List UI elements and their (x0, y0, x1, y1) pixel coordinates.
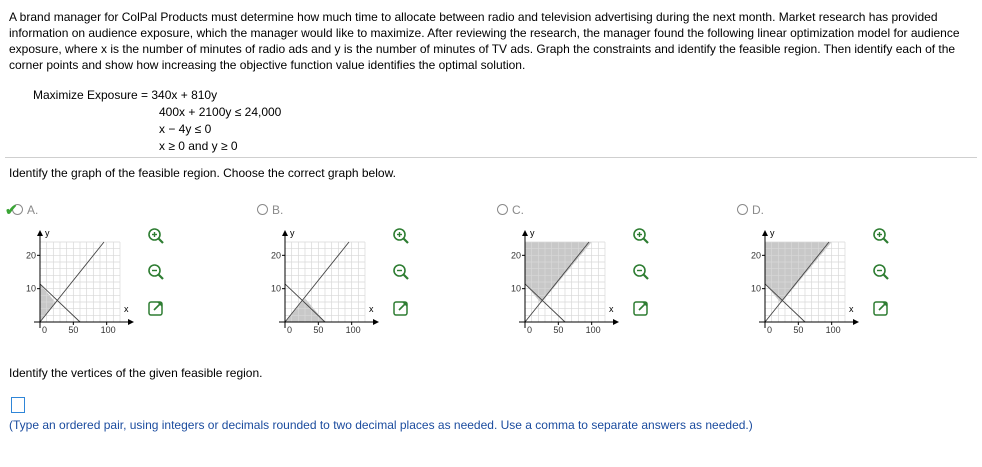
x-tick-50: 50 (313, 325, 324, 335)
handle (159, 275, 164, 280)
y-tick-20: 20 (26, 250, 37, 261)
y-tick-10: 10 (511, 283, 522, 294)
y-axis-label: y (45, 228, 50, 238)
zoom-in-icon[interactable] (631, 226, 651, 246)
x-tick-100: 100 (825, 325, 841, 335)
open-new-window-icon[interactable] (391, 298, 411, 318)
y-tick-10: 10 (26, 283, 37, 294)
handle (884, 239, 889, 244)
handle (884, 275, 889, 280)
zoom-in-icon[interactable] (871, 226, 891, 246)
constraint-3: x ≥ 0 and y ≥ 0 (159, 139, 238, 153)
answer-hint: (Type an ordered pair, using integers or decimals rounded to two decimal places as needed. Use a comma to separate answers as needed.) (9, 418, 753, 432)
option-b-graph (245, 222, 385, 347)
open-new-window-icon[interactable] (871, 298, 891, 318)
question-2: Identify the vertices of the given feasible region. (9, 366, 263, 380)
y-tick-20: 20 (751, 250, 762, 261)
open-new-window-icon[interactable] (631, 298, 651, 318)
handle (404, 239, 409, 244)
option-d-letter: D. (752, 203, 764, 217)
handle (644, 239, 649, 244)
option-a[interactable] (0, 200, 240, 345)
problem-statement: A brand manager for ColPal Products must determine how much time to allocate between radio and television advertising during the next month. Market research has provided information on audience exposure, which the manager would like to maximize. After reviewing the research, the manager found the following linear optimization model for audience exposure, where x is the number of minutes of radio ads and y is the number of minutes of TV ads. Graph the constraints and identify the feasible region. Then identify each of the corner points and show how increasing the objective function value identifies the optimal solution. (9, 10, 960, 72)
x-tick-0: 0 (527, 325, 533, 335)
x-axis-arrow (853, 319, 859, 325)
y-axis-label: y (530, 228, 535, 238)
y-tick-20: 20 (511, 250, 522, 261)
objective-function: Maximize Exposure = 340x + 810y (33, 88, 218, 102)
zoom-out-icon[interactable] (871, 262, 891, 282)
option-c-graph (485, 222, 625, 347)
constraint-1: 400x + 2100y ≤ 24,000 (159, 105, 282, 119)
question-1: Identify the graph of the feasible region. Choose the correct graph below. (9, 166, 396, 180)
zoom-out-icon[interactable] (146, 262, 166, 282)
y-tick-20: 20 (271, 250, 282, 261)
x-axis-arrow (373, 319, 379, 325)
option-a-letter: A. (27, 203, 39, 217)
option-d[interactable] (725, 200, 965, 345)
x-axis-label: x (849, 304, 854, 314)
handle (404, 275, 409, 280)
y-axis-label: y (290, 228, 295, 238)
y-tick-10: 10 (271, 283, 282, 294)
zoom-out-icon[interactable] (391, 262, 411, 282)
x-axis-label: x (124, 304, 129, 314)
constraint-2: x − 4y ≤ 0 (159, 122, 212, 136)
divider (5, 157, 977, 158)
x-tick-100: 100 (100, 325, 116, 335)
x-axis-label: x (369, 304, 374, 314)
option-c-radio[interactable] (497, 204, 508, 215)
option-d-radio[interactable] (737, 204, 748, 215)
y-axis-arrow (282, 230, 288, 236)
x-tick-0: 0 (42, 325, 48, 335)
x-tick-50: 50 (793, 325, 804, 335)
correct-check-icon: ✔ (5, 202, 18, 219)
y-axis-arrow (522, 230, 528, 236)
handle (644, 275, 649, 280)
option-b-radio[interactable] (257, 204, 268, 215)
handle (159, 239, 164, 244)
option-c-letter: C. (512, 203, 524, 217)
option-d-graph (725, 222, 865, 347)
y-axis-arrow (37, 230, 43, 236)
x-tick-50: 50 (68, 325, 79, 335)
x-tick-100: 100 (585, 325, 601, 335)
option-c[interactable] (485, 200, 725, 345)
y-tick-10: 10 (751, 283, 762, 294)
answer-input[interactable] (11, 397, 25, 413)
constraints-list (159, 104, 281, 155)
y-axis-arrow (762, 230, 768, 236)
y-axis-label: y (770, 228, 775, 238)
x-axis-arrow (128, 319, 134, 325)
x-tick-50: 50 (553, 325, 564, 335)
zoom-out-icon[interactable] (631, 262, 651, 282)
optimization-model (33, 87, 281, 155)
option-b-letter: B. (272, 203, 284, 217)
x-tick-0: 0 (767, 325, 773, 335)
option-a-graph (0, 222, 140, 347)
zoom-in-icon[interactable] (146, 226, 166, 246)
x-axis-arrow (613, 319, 619, 325)
x-axis-label: x (609, 304, 614, 314)
x-tick-0: 0 (287, 325, 293, 335)
zoom-in-icon[interactable] (391, 226, 411, 246)
open-new-window-icon[interactable] (146, 298, 166, 318)
option-b[interactable] (245, 200, 485, 345)
x-tick-100: 100 (345, 325, 361, 335)
